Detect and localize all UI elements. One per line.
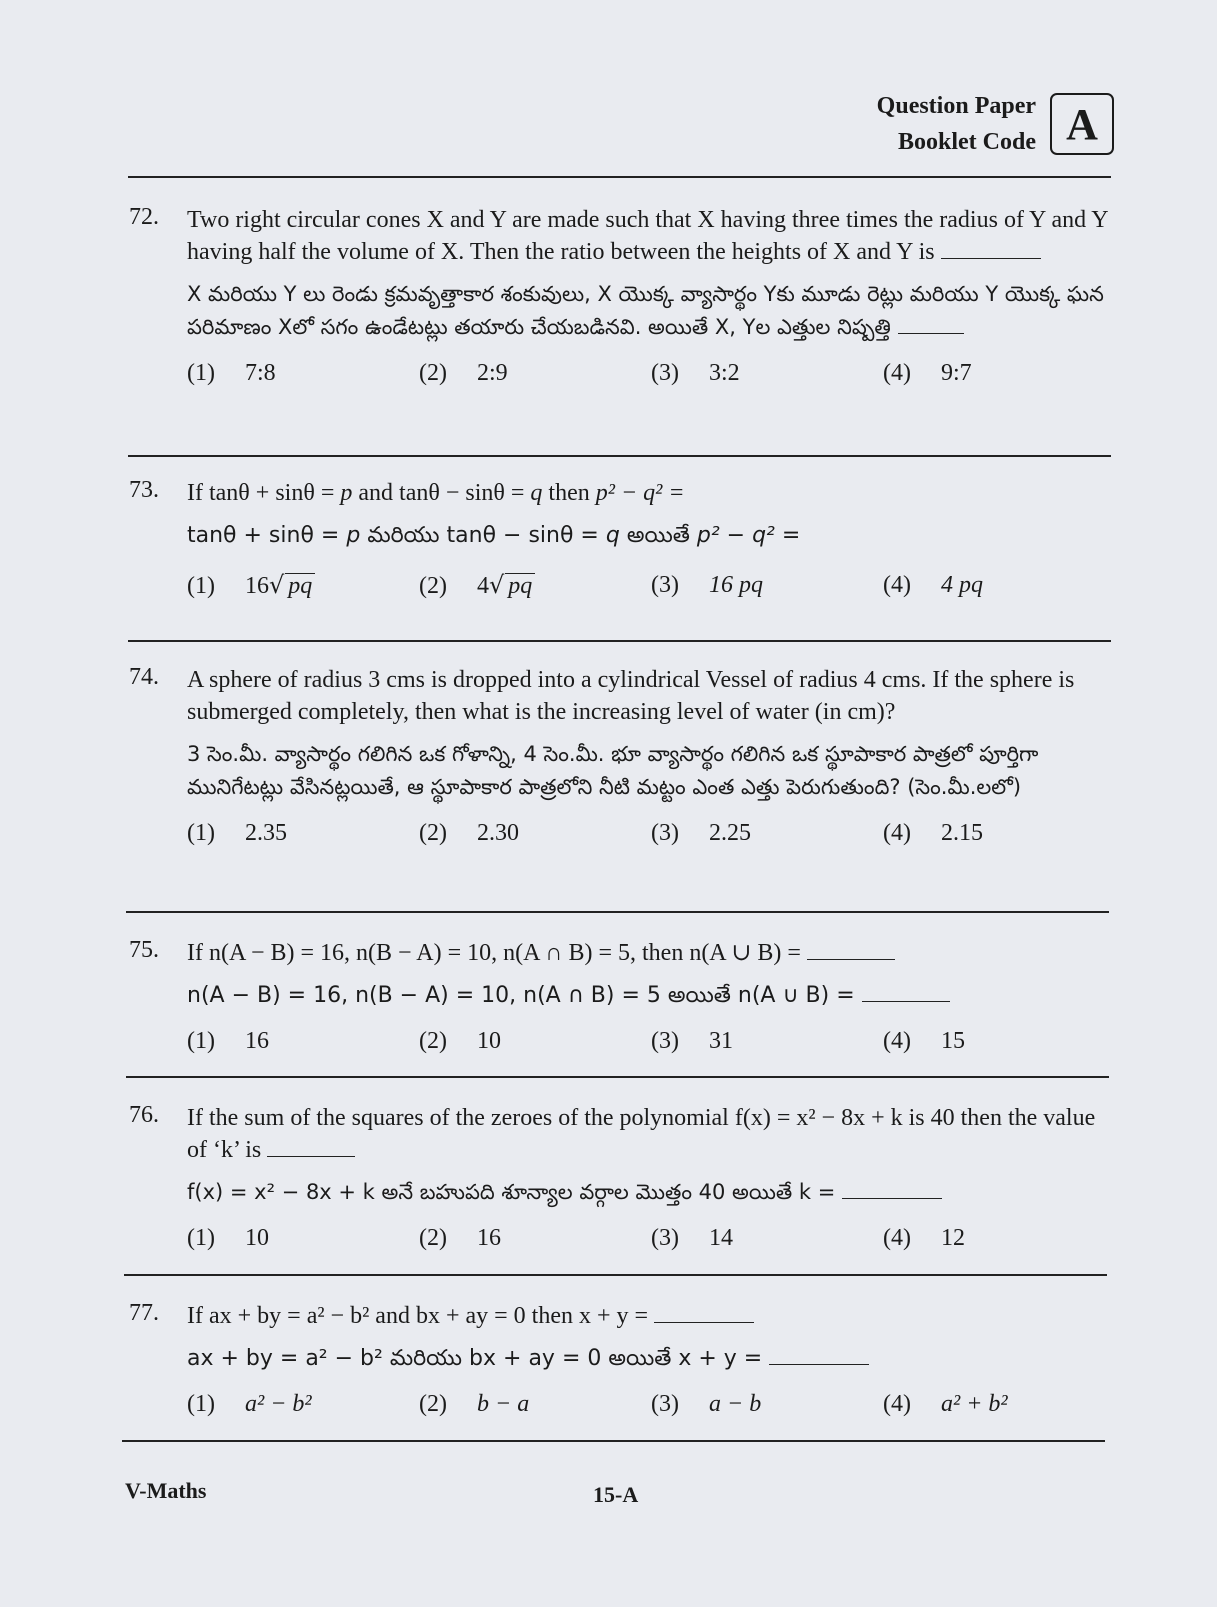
options-row <box>187 570 1115 601</box>
question-74 <box>125 664 1115 848</box>
question-number: 75. <box>129 937 159 963</box>
header-line-2: Booklet Code <box>898 129 1036 155</box>
option-3: (3) a − b <box>651 1391 762 1417</box>
option-4: (4) 9:7 <box>883 360 972 386</box>
options-row <box>187 358 1115 388</box>
option-4: (4) 4 pq <box>883 572 983 598</box>
option-2: (2) 10 <box>419 1028 501 1054</box>
option-2: (2) 2:9 <box>419 360 508 386</box>
answer-blank <box>941 236 1041 259</box>
question-73 <box>125 477 1115 601</box>
answer-blank <box>862 979 950 1002</box>
option-4: (4) 12 <box>883 1225 965 1251</box>
option-3: (3) 16 pq <box>651 572 763 598</box>
question-number: 74. <box>129 664 159 690</box>
option-1: (1) 7:8 <box>187 360 276 386</box>
divider <box>128 455 1111 457</box>
question-72 <box>125 204 1115 388</box>
option-1: (1) 10 <box>187 1225 269 1251</box>
booklet-code-box: A <box>1050 93 1114 155</box>
question-text-english: If tanθ + sinθ = p and tanθ − sinθ = q then p² − q² = <box>187 480 685 506</box>
option-2: (2) 2.30 <box>419 820 519 846</box>
booklet-code-header <box>877 88 1114 160</box>
option-1: (1) 2.35 <box>187 820 287 846</box>
option-1: (1) 16 <box>187 1028 269 1054</box>
question-text-telugu: f(x) = x² − 8x + k అనే బహుపది శూన్యాల వర్గాల మొత్తం 40 అయితే k = <box>187 1176 1115 1209</box>
question-text-telugu: 3 సెం.మీ. వ్యాసార్థం గలిగిన ఒక గోళాన్ని, 4 సెం.మీ. భూ వ్యాసార్థం గలిగిన ఒక స్థూపాకార పాత్రలో పూర్తిగా మునిగేటట్లు వేసినట్లయితే, ఆ స్థూపాకార పాత్రలోని నీటి మట్టం ఎంత ఎత్తు పెరుగుతుంది? (సెం.మీ.లలో) <box>187 742 1039 799</box>
option-4: (4) a² + b² <box>883 1391 1008 1417</box>
question-text-telugu: X మరియు Y లు రెండు క్రమవృత్తాకార శంకువులు, X యొక్క వ్యాసార్థం Yకు మూడు రెట్లు మరియు Y యొక్క ఘన పరిమాణం Xలో సగం ఉండేటట్లు తయారు చేయబడినవి. అయితే X, Yల ఎత్తుల నిష్పత్తి <box>187 282 1104 339</box>
footer-subject: V-Maths <box>125 1478 207 1503</box>
answer-blank <box>769 1342 869 1365</box>
question-text-english: If ax + by = a² − b² and bx + ay = 0 then x + y = <box>187 1300 1115 1332</box>
divider <box>126 911 1109 913</box>
booklet-code-label <box>877 88 1036 160</box>
option-1: (1) 16√ pq <box>187 570 419 601</box>
answer-blank <box>654 1300 754 1323</box>
question-text-telugu: tanθ + sinθ = p మరియు tanθ − sinθ = q అయితే p² − q² = <box>187 523 801 548</box>
option-3: (3) 31 <box>651 1028 733 1054</box>
option-4: (4) 2.15 <box>883 820 983 846</box>
answer-blank <box>898 311 964 334</box>
option-3: (3) 3:2 <box>651 360 740 386</box>
header-line-1: Question Paper <box>876 93 1036 119</box>
divider-bottom <box>122 1440 1105 1442</box>
divider <box>126 1076 1109 1078</box>
question-text-telugu: ax + by = a² − b² మరియు bx + ay = 0 అయితే x + y = <box>187 1342 1115 1375</box>
option-3: (3) 14 <box>651 1225 733 1251</box>
question-text-english: A sphere of radius 3 cms is dropped into a cylindrical Vessel of radius 4 cms. If the sphere is submerged completely, then what is the increasing level of water (in cm)? <box>187 667 1075 725</box>
option-1: (1) a² − b² <box>187 1391 312 1417</box>
question-number: 76. <box>129 1102 159 1128</box>
options-row <box>187 1223 1115 1253</box>
options-row <box>187 1389 1115 1419</box>
options-row <box>187 818 1115 848</box>
question-number: 73. <box>129 477 159 503</box>
footer-page-number: 15-A <box>593 1482 639 1507</box>
question-text-english: Two right circular cones X and Y are made such that X having three times the radius of Y and Y having half the volume of X. Then the ratio between the heights of X and Y is <box>187 207 1108 265</box>
question-text-telugu: n(A − B) = 16, n(B − A) = 10, n(A ∩ B) = 5 అయితే n(A ∪ B) = <box>187 979 1115 1012</box>
divider <box>124 1274 1107 1276</box>
question-77 <box>125 1300 1115 1419</box>
option-4: (4) 15 <box>883 1028 965 1054</box>
options-row <box>187 1026 1115 1056</box>
answer-blank <box>842 1176 942 1199</box>
question-76 <box>125 1102 1115 1253</box>
divider <box>128 640 1111 642</box>
question-text-english: If the sum of the squares of the zeroes of the polynomial f(x) = x² − 8x + k is 40 then the value of ‘k’ is <box>187 1105 1096 1163</box>
option-3: (3) 2.25 <box>651 820 751 846</box>
question-text-english: If n(A − B) = 16, n(B − A) = 10, n(A ∩ B) = 5, then n(A ∪ B) = <box>187 937 1115 969</box>
option-2: (2) 4√ pq <box>419 570 651 601</box>
option-2: (2) b − a <box>419 1391 530 1417</box>
answer-blank <box>267 1134 355 1157</box>
question-number: 72. <box>129 204 159 230</box>
answer-blank <box>807 937 895 960</box>
option-2: (2) 16 <box>419 1225 501 1251</box>
divider-top <box>128 176 1111 178</box>
question-75 <box>125 937 1115 1056</box>
question-number: 77. <box>129 1300 159 1326</box>
